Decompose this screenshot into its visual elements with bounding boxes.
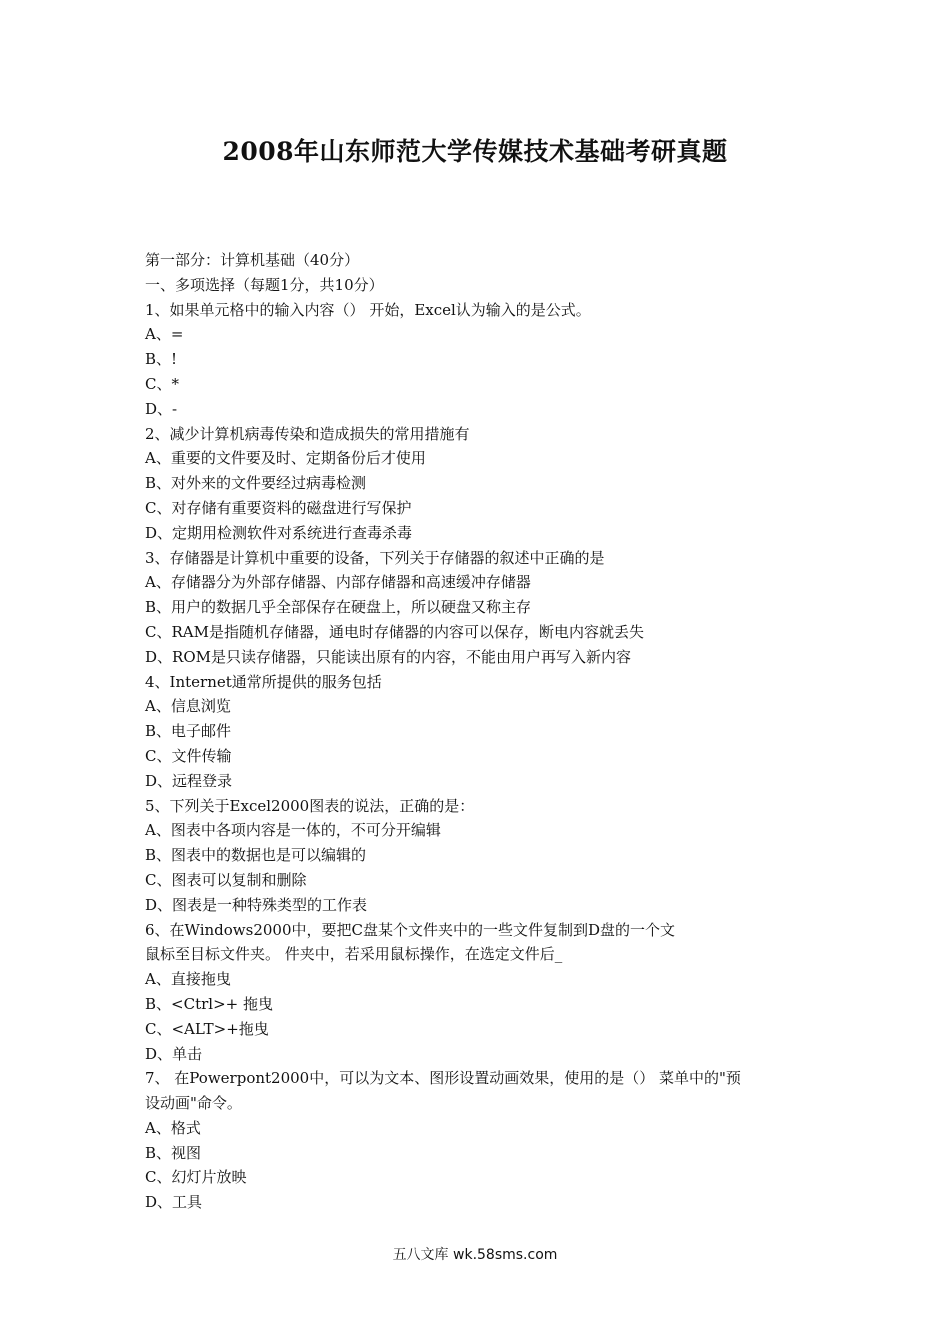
question-6-continued: 鼠标至目标文件夹。 件夹中，若采用鼠标操作，在选定文件后_ [145, 945, 563, 964]
option-line: D、工具 [145, 1193, 203, 1212]
option-line: A、信息浏览 [145, 697, 231, 716]
option-line: D、ROM是只读存储器，只能读出原有的内容，不能由用户再写入新内容 [145, 647, 631, 666]
option-line: C、* [145, 374, 179, 393]
option-line: C、文件传输 [145, 746, 232, 765]
option-line: B、对外来的文件要经过病毒检测 [145, 474, 367, 493]
option-line: B、电子邮件 [145, 722, 232, 741]
option-line: D、单击 [145, 1044, 203, 1063]
question-6: 6、在Windows2000中，要把C盘某个文件夹中的一些文件复制到D盘的一个文 [145, 920, 676, 939]
option-line: C、幻灯片放映 [145, 1168, 247, 1187]
option-line: D、图表是一种特殊类型的工作表 [145, 895, 368, 914]
option-line: A、格式 [145, 1118, 201, 1137]
question-7-continued: 设动画"命令。 [145, 1094, 242, 1113]
question-7: 7、 在Powerpont2000中，可以为文本、图形设置动画效果，使用的是（） 菜单中的"预 [145, 1069, 741, 1088]
option-line: B、视图 [145, 1143, 202, 1162]
option-line: B、! [145, 350, 178, 369]
option-line: B、图表中的数据也是可以编辑的 [145, 846, 367, 865]
option-line: C、<ALT>+拖曳 [145, 1019, 269, 1038]
section-heading: 第一部分：计算机基础（40分） [145, 251, 360, 269]
document-body [145, 248, 825, 1215]
option-line: A、图表中各项内容是一体的，不可分开编辑 [145, 821, 441, 840]
option-line: B、<Ctrl>+ 拖曳 [145, 994, 273, 1013]
question-2: 2、减少计算机病毒传染和造成损失的常用措施有 [145, 424, 470, 443]
option-line: A、= [145, 325, 184, 344]
option-line: D、- [145, 399, 178, 418]
option-line: D、定期用检测软件对系统进行查毒杀毒 [145, 523, 413, 542]
question-1: 1、如果单元格中的输入内容（） 开始，Excel认为输入的是公式。 [145, 300, 591, 319]
question-4: 4、Internet通常所提供的服务包括 [145, 672, 382, 691]
question-5: 5、下列关于Excel2000图表的说法，正确的是： [145, 796, 475, 815]
option-line: C、RAM是指随机存储器，通电时存储器的内容可以保存，断电内容就丢失 [145, 622, 644, 641]
option-line: D、远程登录 [145, 771, 233, 790]
option-line: A、重要的文件要及时、定期备份后才使用 [145, 449, 426, 468]
option-line: A、存储器分为外部存储器、内部存储器和高速缓冲存储器 [145, 573, 531, 592]
document-title: 2008年山东师范大学传媒技术基础考研真题 [222, 137, 728, 166]
page-footer: 五八文库 wk.58sms.com [392, 1247, 558, 1263]
subsection-heading: 一、多项选择（每题1分，共10分） [145, 275, 384, 294]
question-3: 3、存储器是计算机中重要的设备，下列关于存储器的叙述中正确的是 [145, 548, 605, 567]
option-line: C、对存储有重要资料的磁盘进行写保护 [145, 498, 412, 517]
option-line: B、用户的数据几乎全部保存在硬盘上，所以硬盘又称主存 [145, 598, 532, 617]
option-line: C、图表可以复制和删除 [145, 870, 307, 889]
option-line: A、直接拖曳 [145, 970, 231, 989]
